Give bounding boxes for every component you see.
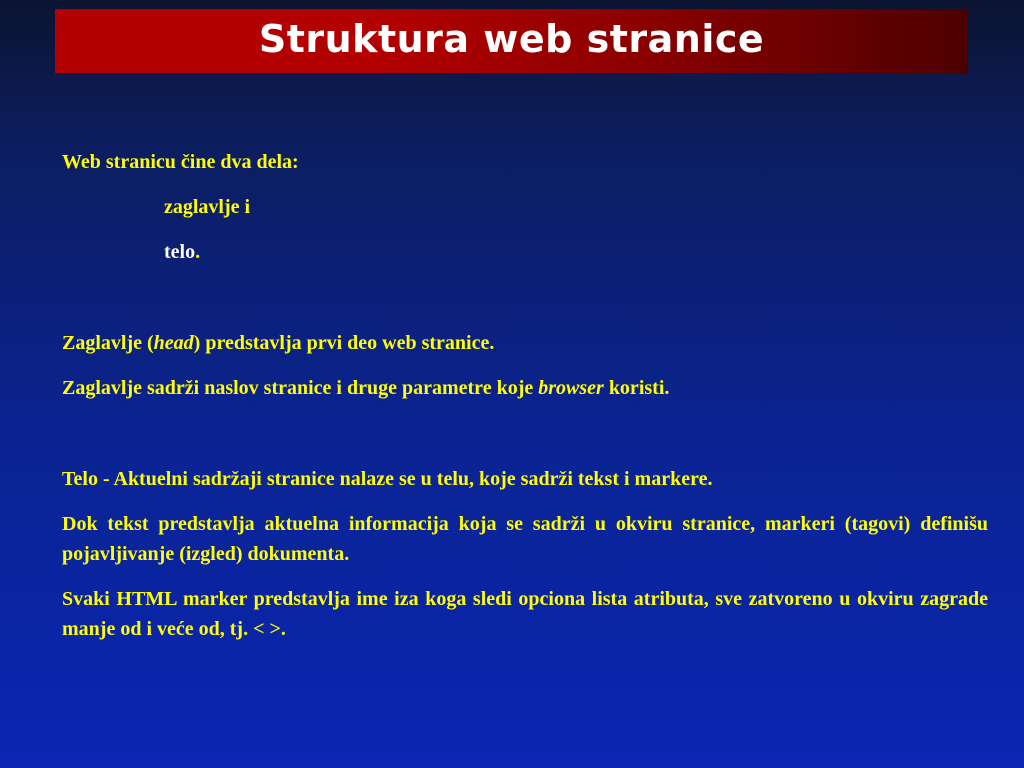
part-item-body-dot: . <box>195 241 201 263</box>
slide-content <box>62 147 988 644</box>
part-item-body-text: telo <box>164 241 196 263</box>
head-detail-after: koristi. <box>603 377 670 399</box>
slide-title: Struktura web stranice <box>258 17 765 61</box>
head-detail-line <box>62 373 988 403</box>
part-item-body <box>62 237 988 267</box>
head-detail-before: Zaglavlje sadrži naslov stranice i druge parametre koje <box>62 377 539 399</box>
head-definition-before: Zaglavlje ( <box>62 332 154 354</box>
head-definition-term: head <box>153 332 194 354</box>
body-definition-line: Telo - Aktuelni sadržaji stranice nalaze se u telu, koje sadrži tekst i markere. <box>62 468 713 490</box>
intro-line: Web stranicu čine dva dela: <box>62 151 299 173</box>
html-marker-paragraph: Svaki HTML marker predstavlja ime iza koga sledi opciona lista atributa, sve zatvoreno u okviru zagrade manje od i veće od, tj. < >. <box>62 588 988 640</box>
markers-paragraph: Dok tekst predstavlja aktuelna informacija koja se sadrži u okviru stranice, markeri (tagovi) definišu pojavljivanje (izgled) dokumenta. <box>62 513 988 565</box>
head-definition-after: ) predstavlja prvi deo web stranice. <box>193 332 495 354</box>
title-bar <box>55 9 968 73</box>
head-detail-term: browser <box>538 377 604 399</box>
part-item-head: zaglavlje i <box>164 196 251 218</box>
head-definition-line <box>62 328 988 358</box>
